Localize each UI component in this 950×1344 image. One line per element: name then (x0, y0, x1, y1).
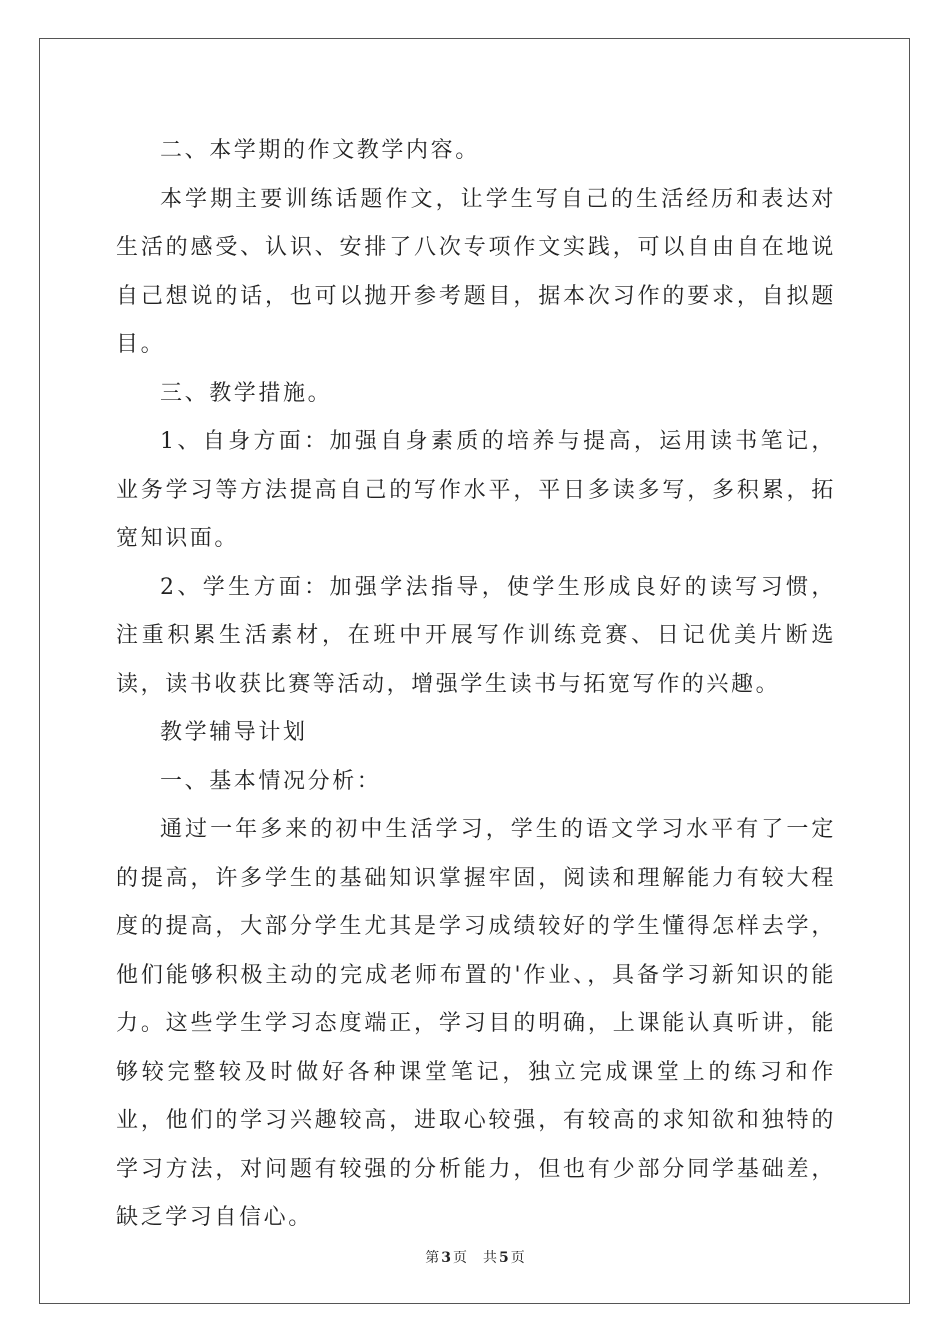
footer-total-suffix: 页 (510, 1250, 525, 1266)
footer-page-current: 3 (441, 1250, 451, 1266)
footer-total-prefix: 共 (483, 1250, 497, 1266)
section-heading-writing-content: 二、本学期的作文教学内容。 (160, 138, 480, 163)
footer-page-suffix: 页 (453, 1250, 467, 1266)
footer-page-prefix: 第 (425, 1250, 440, 1266)
paragraph-situation-analysis: 通过一年多来的初中生活学习，学生的语文学习水平有了一定的提高，许多学生的基础知识掌握牢固，阅读和理解能力有较大程度的提高，大部分学生尤其是学习成绩较好的学生懂得怎样去学，他们能够积极主动的完成老师布置的'作业、，具备学习新知识的能力。这些学生学习态度端正，学习目的明确，上课能认真听讲，能够较完整较及时做好各种课堂笔记，独立完成课堂上的练习和作业，他们的学习兴趣较高，进取心较强，有较高的求知欲和独特的学习方法，对问题有较强的分析能力，但也有少部分同学基础差，缺乏学习自信心。 (116, 817, 836, 1230)
section-heading-teaching-measures: 三、教学措施。 (160, 380, 333, 406)
paragraph-measure-self: 1、自身方面：加强自身素质的培养与提高，运用读书笔记，业务学习等方法提高自己的写作水平，平日多读多写，多积累，拓宽知识面。 (116, 429, 836, 551)
page-footer (0, 1247, 950, 1267)
paragraph-writing-content: 本学期主要训练话题作文，让学生写自己的生活经历和表达对生活的感受、认识、安排了八次专项作文实践，可以自由自在地说自己想说的话，也可以抛开参考题目，据本次习作的要求，自拟题目。 (116, 186, 836, 357)
section-heading-situation-analysis: 一、基本情况分析： (160, 768, 382, 794)
footer-page-total: 5 (499, 1250, 509, 1266)
section-title-tutoring-plan: 教学辅导计划 (160, 720, 308, 745)
document-body (116, 127, 836, 1243)
paragraph-measure-students: 2、学生方面：加强学法指导，使学生形成良好的读写习惯，注重积累生活素材，在班中开展写作训练竞赛、日记优美片断选读，读书收获比赛等活动，增强学生读书与拓宽写作的兴趣。 (116, 574, 836, 697)
